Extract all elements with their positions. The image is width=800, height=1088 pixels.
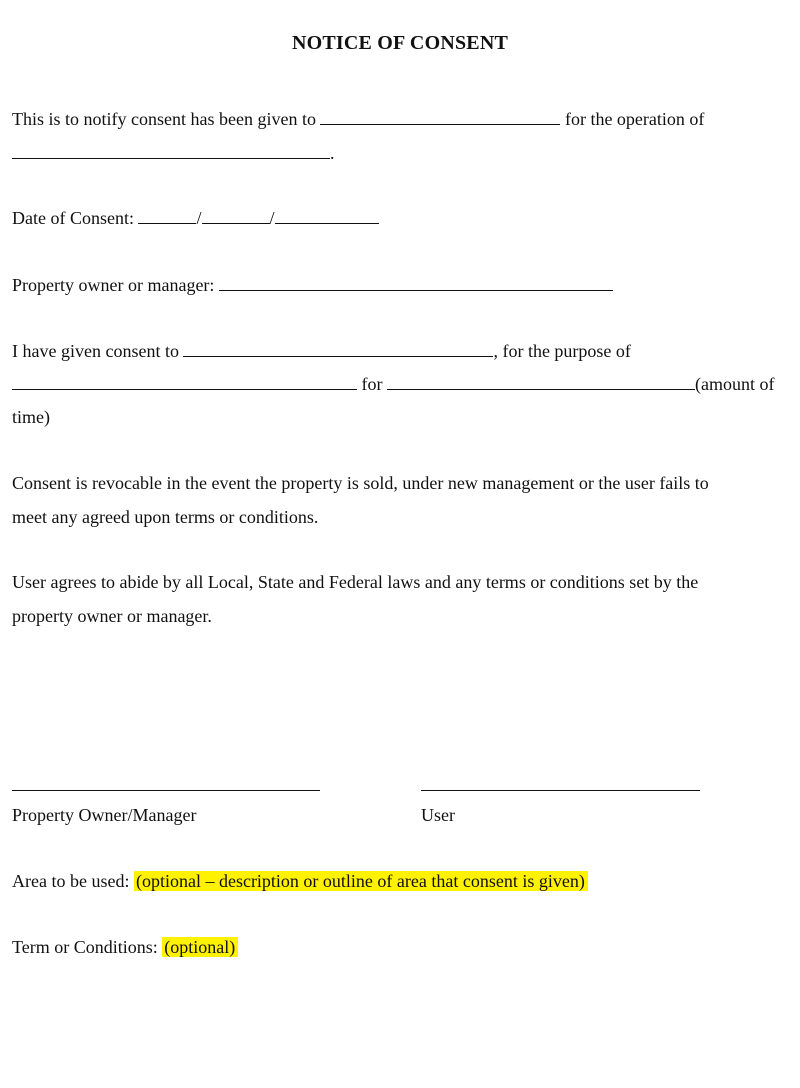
terms-line: [12, 936, 238, 958]
purpose-blank[interactable]: [12, 372, 357, 390]
owner-field-label: Property owner or manager:: [12, 275, 215, 295]
laws-line-2: property owner or manager.: [12, 606, 212, 626]
date-of-consent-line: [12, 206, 379, 229]
owner-signature-line[interactable]: [12, 790, 320, 791]
area-label: Area to be used:: [12, 871, 130, 891]
notify-line-2: [12, 141, 335, 164]
given-consent-line-3: [12, 406, 50, 428]
owner-name-blank[interactable]: [219, 273, 613, 291]
consent-recipient-blank[interactable]: [320, 107, 560, 125]
date-month-blank[interactable]: [138, 206, 196, 224]
date-separator: /: [196, 208, 202, 228]
laws-line-1: User agrees to abide by all Local, State and Federal laws and any terms or conditions set by the: [12, 572, 699, 592]
date-year-blank[interactable]: [275, 206, 379, 224]
owner-signature-label: Property Owner/Manager: [12, 805, 197, 825]
given-consent-line-2: [12, 372, 774, 395]
duration-blank[interactable]: [387, 372, 695, 390]
date-day-blank[interactable]: [202, 206, 270, 224]
area-note-highlight: (optional – description or outline of area that consent is given): [134, 871, 588, 891]
revocable-line-1: Consent is revocable in the event the property is sold, under new management or the user fails to: [12, 473, 709, 493]
user-signature-label: User: [421, 805, 455, 825]
given-consent-for: for: [361, 374, 383, 394]
notify-line-1: [12, 107, 704, 130]
notify-end: .: [330, 143, 335, 163]
consentee-blank[interactable]: [183, 339, 493, 357]
notify-middle: for the operation of: [564, 109, 705, 129]
terms-note-highlight: (optional): [162, 937, 238, 957]
given-consent-prefix: I have given consent to: [12, 341, 179, 361]
notify-prefix: This is to notify consent has been given to: [12, 109, 316, 129]
document-title: NOTICE OF CONSENT: [291, 32, 509, 54]
owner-field-line: [12, 273, 613, 296]
amount-open: (amount of: [695, 374, 775, 394]
amount-close: time): [12, 407, 50, 427]
area-line: [12, 870, 588, 892]
date-of-consent-label: Date of Consent:: [12, 208, 134, 228]
date-separator: /: [269, 208, 275, 228]
user-signature-line[interactable]: [421, 790, 700, 791]
revocable-line-2: meet any agreed upon terms or conditions.: [12, 507, 319, 527]
terms-label: Term or Conditions:: [12, 937, 158, 957]
operation-blank[interactable]: [12, 141, 330, 159]
given-consent-purpose: , for the purpose of: [493, 341, 631, 361]
given-consent-line-1: [12, 339, 631, 362]
